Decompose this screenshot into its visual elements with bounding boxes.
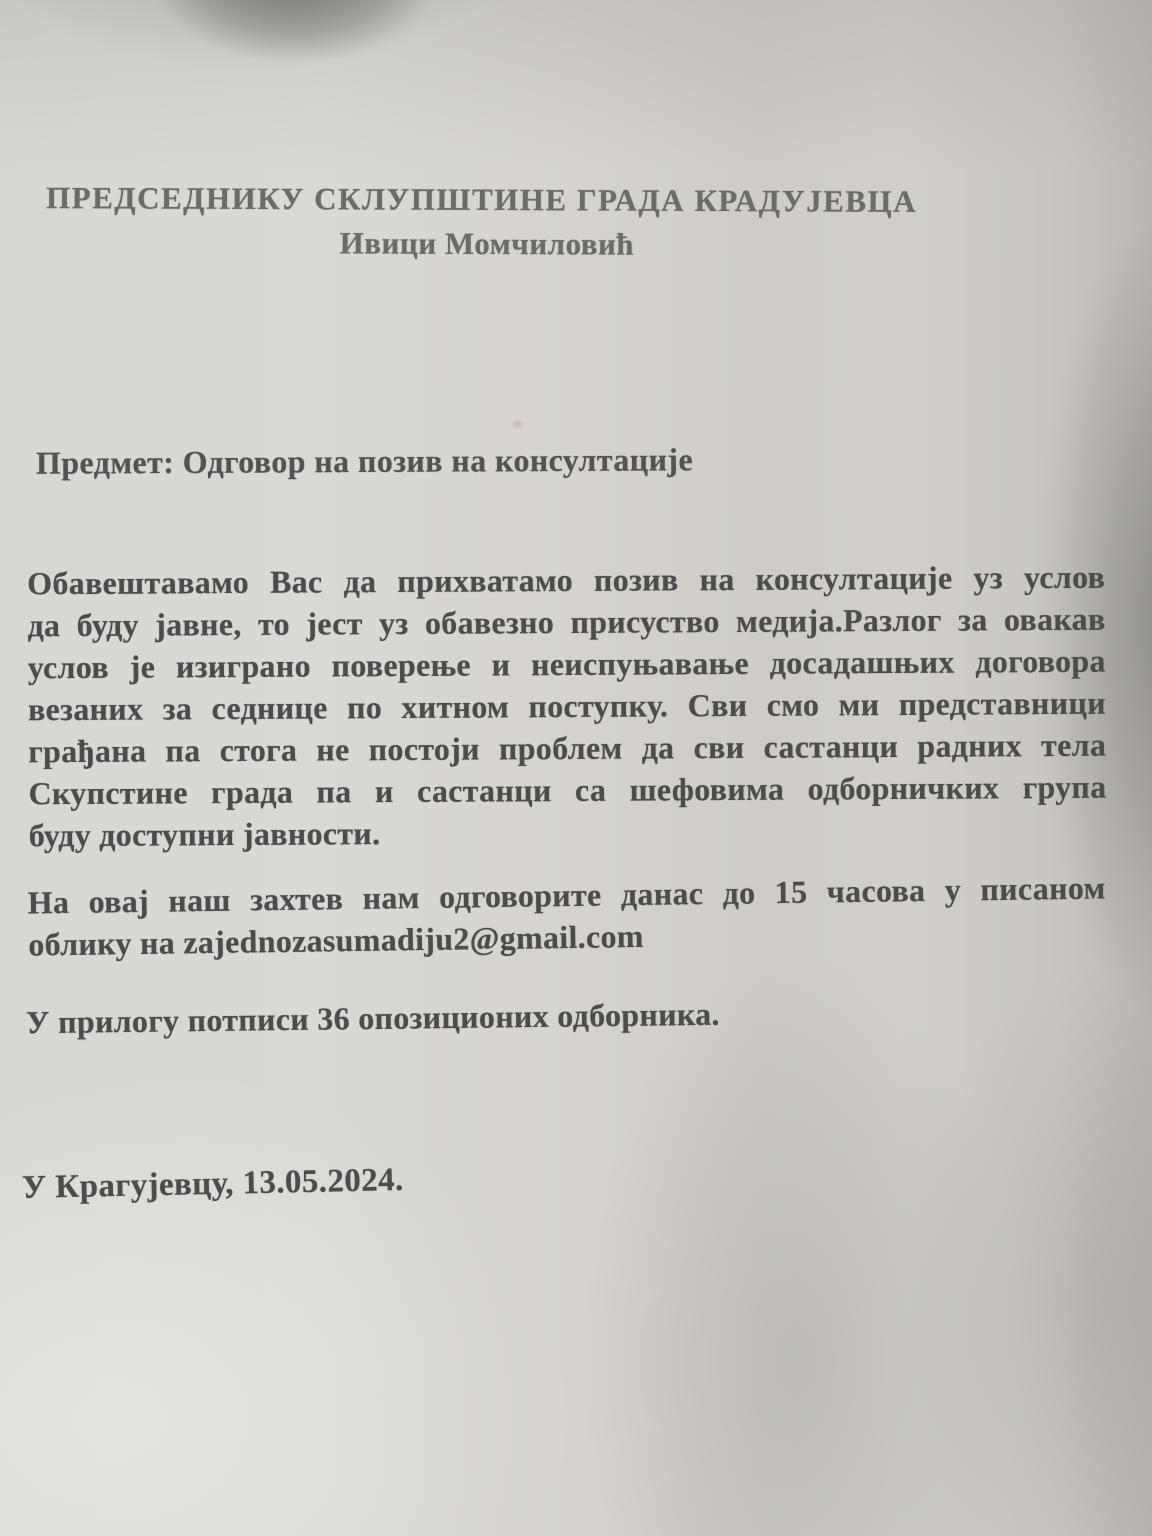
text-line: Обавештавамо Вас да прихватамо позив на консултације уз услов: [27, 558, 1106, 602]
place-date-line: У Крагујевцу, 13.05.2024.: [21, 1162, 404, 1206]
text-line: Скупстине града па и састанци са шефовима одборничких група: [28, 768, 1107, 812]
text-line: везаних за седнице по хитном поступку. Сви смо ми представници: [27, 684, 1107, 728]
text-line: грађана па стога не постоји проблем да сви састанци радних тела: [28, 726, 1107, 770]
text-line: На овај наш захтев нам одговорите данас до 15 часова у писаном: [27, 869, 1106, 921]
attachment-note: У прилогу потписи 36 опозиционих одборника.: [25, 995, 720, 1041]
recipient-block: [46, 178, 928, 266]
text-line: услов је изиграно поверење и неиспуњавање досадашњих договора: [27, 642, 1106, 686]
body-paragraph-2: [27, 866, 1106, 965]
text-line: да буду јавне, то јест уз обавезно присуство медија.Разлог за овакав: [27, 600, 1106, 644]
text-line: буду доступни јавности.: [28, 815, 381, 854]
recipient-line-2: Ивици Момчиловић: [339, 225, 635, 262]
subject-line: Предмет: Одговор на позив на консултације: [35, 441, 694, 481]
text-line: облику на zajednozasumadiju2@gmail.com: [28, 917, 644, 963]
recipient-line-1: ПРЕДСЕДНИКУ СКЛУПШТИНЕ ГРАДА КРАДУЈЕВЦА: [46, 180, 918, 219]
body-paragraph-1: [27, 556, 1107, 857]
